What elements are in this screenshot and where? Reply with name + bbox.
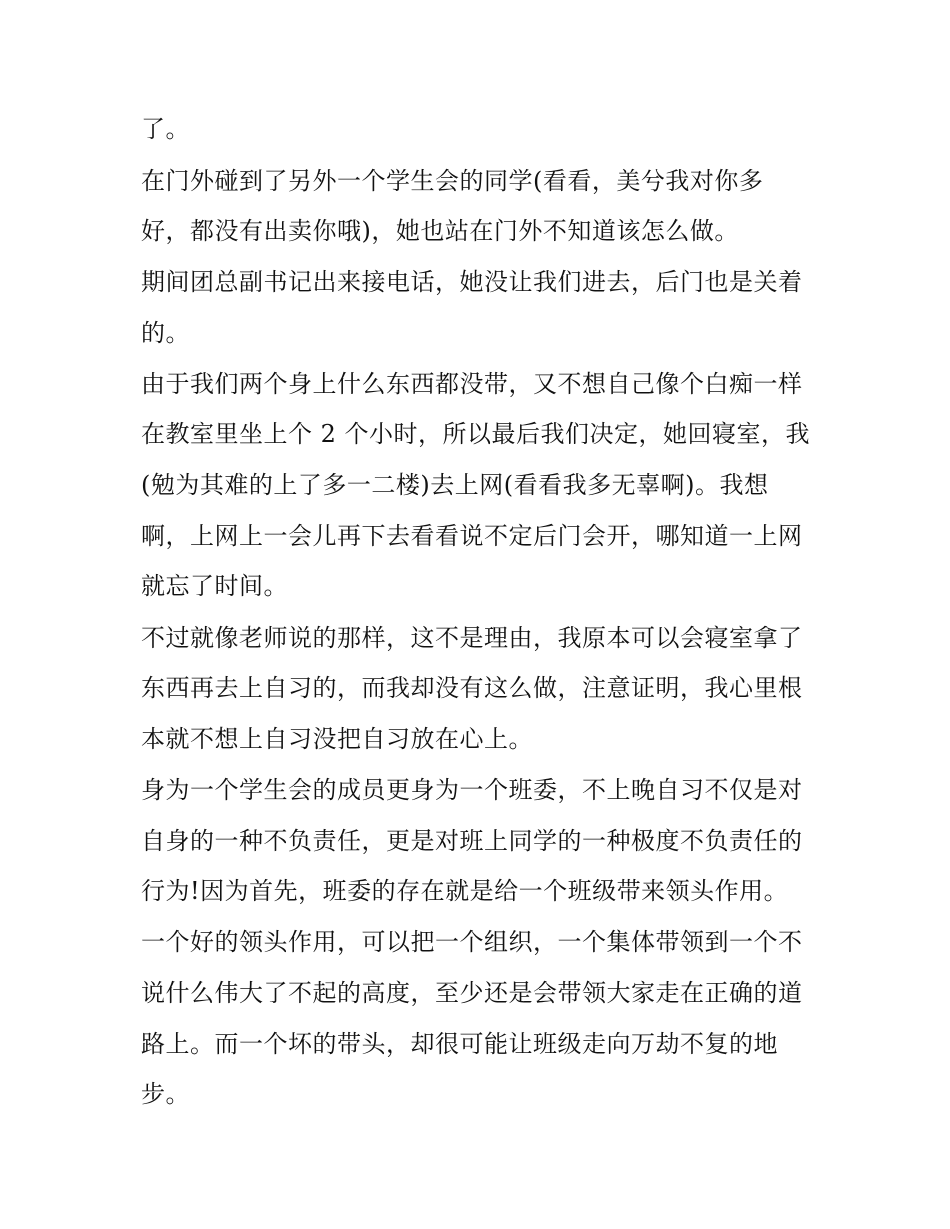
text-line: 了。 bbox=[141, 115, 190, 143]
text-line: 的。 bbox=[141, 319, 190, 347]
text-line: 一个好的领头作用，可以把一个组织，一个集体带领到一个不 bbox=[141, 928, 803, 956]
text-line: 期间团总副书记出来接电话，她没让我们进去，后门也是关着 bbox=[141, 268, 803, 296]
text-line: 东西再去上自习的，而我却没有这么做，注意证明，我心里根 bbox=[141, 674, 803, 702]
text-line: 啊，上网上一会儿再下去看看说不定后门会开，哪知道一上网 bbox=[141, 522, 803, 550]
text-line: 不过就像老师说的那样，这不是理由，我原本可以会寝室拿了 bbox=[141, 624, 803, 652]
text-line: 说什么伟大了不起的高度，至少还是会带领大家走在正确的道 bbox=[141, 979, 803, 1007]
text-line: 步。 bbox=[141, 1080, 190, 1108]
text-line: 就忘了时间。 bbox=[141, 572, 288, 600]
text-line: 行为!因为首先，班委的存在就是给一个班级带来领头作用。 bbox=[141, 877, 789, 905]
text-line: 好，都没有出卖你哦)，她也站在门外不知道该怎么做。 bbox=[141, 217, 739, 245]
text-line: 在门外碰到了另外一个学生会的同学(看看，美兮我对你多 bbox=[141, 167, 764, 195]
text-line: 身为一个学生会的成员更身为一个班委，不上晚自习不仅是对 bbox=[141, 776, 803, 804]
text-line: 由于我们两个身上什么东西都没带，又不想自己像个白痴一样 bbox=[141, 370, 803, 398]
text-line: (勉为其难的上了多一二楼)去上网(看看我多无辜啊)。我想 bbox=[141, 471, 769, 499]
text-line: 在教室里坐上个 2 个小时，所以最后我们决定，她回寝室，我 bbox=[141, 420, 811, 448]
text-line: 路上。而一个坏的带头，却很可能让班级走向万劫不复的地 bbox=[141, 1030, 778, 1058]
text-line: 自身的一种不负责任，更是对班上同学的一种极度不负责任的 bbox=[141, 827, 803, 855]
text-line: 本就不想上自习没把自习放在心上。 bbox=[141, 725, 533, 753]
